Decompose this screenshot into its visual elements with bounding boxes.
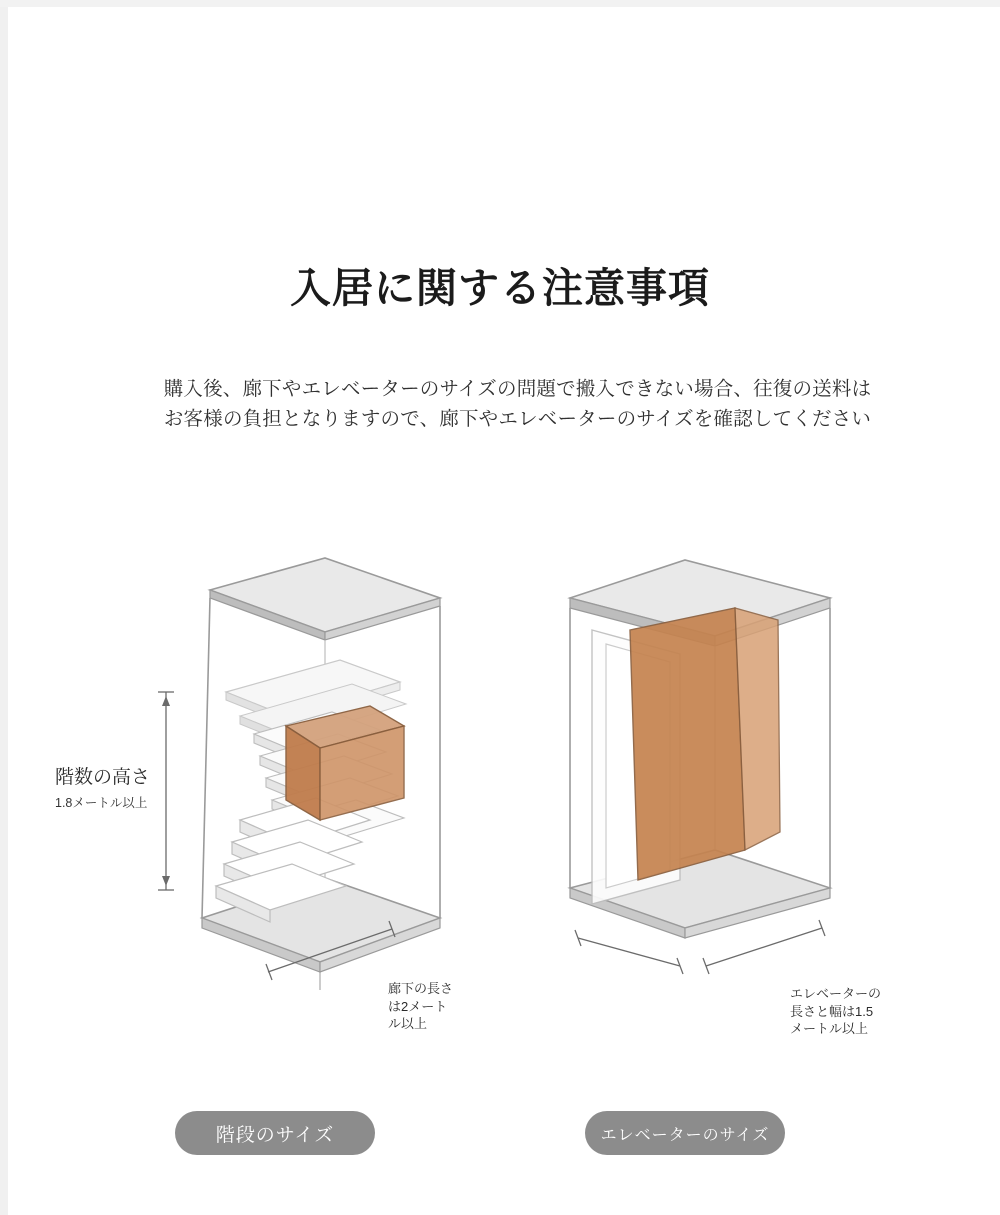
page-title: 入居に関する注意事項: [290, 265, 710, 312]
stairs-height-label: 階数の高さ: [55, 767, 151, 788]
stairs-width-line-2: は2メート: [388, 998, 448, 1014]
elevator-size-dimension: [790, 985, 920, 1038]
caption-elevator-size[interactable]: [585, 1111, 785, 1155]
caption-elevator-size-label: エレベーターのサイズ: [600, 1126, 770, 1144]
stairs-width-dimension: [388, 980, 498, 1033]
caption-stairs-size[interactable]: [175, 1111, 375, 1155]
elevator-size-line-1: エレベーターの: [790, 986, 882, 1001]
stairs-width-line-1: 廊下の長さ: [388, 981, 454, 996]
top-edge-strip: [0, 0, 1000, 7]
subtitle-line-1: 購入後、廊下やエレベーターのサイズの問題で搬入できない場合、往復の送料は: [163, 378, 872, 400]
page-subtitle: [95, 374, 940, 434]
stairs-height-value: 1.8メートル以上: [55, 795, 148, 810]
elevator-size-line-3: メートル以上: [790, 1021, 869, 1037]
subtitle-line-2: お客様の負担となりますので、廊下やエレベーターのサイズを確認してください: [163, 408, 872, 431]
stairs-width-line-3: ル以上: [388, 1016, 428, 1032]
caption-stairs-size-label: 階段のサイズ: [215, 1124, 335, 1146]
figures-section: [0, 520, 1000, 1140]
elevator-size-line-2: 長さと幅は1.5: [790, 1003, 874, 1019]
stairs-height-dimension: [55, 765, 185, 812]
figure-stairs: [40, 520, 460, 1140]
elevator-illustration: [530, 520, 950, 1040]
figure-elevator: [530, 520, 950, 1140]
